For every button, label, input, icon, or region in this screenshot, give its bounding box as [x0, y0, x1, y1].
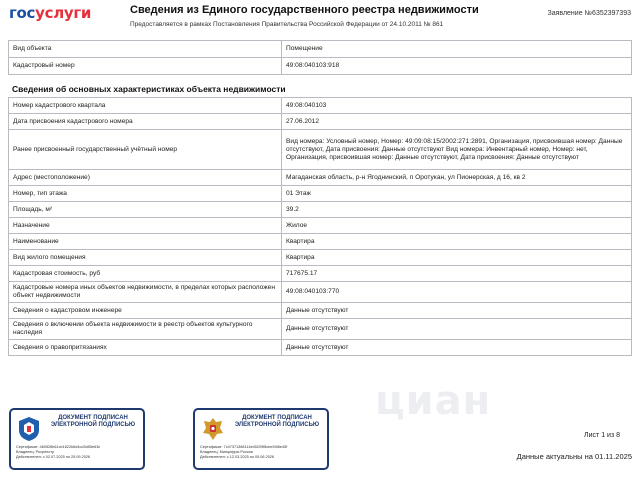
field-value: 39.2: [282, 202, 632, 218]
field-label: Номер, тип этажа: [9, 186, 282, 202]
table-row: [9, 218, 632, 234]
field-value: Данные отсутствуют: [282, 340, 632, 356]
logo-part-gos: гос: [9, 4, 36, 22]
coat-of-arms-icon: [201, 416, 225, 442]
data-actual-date: Данные актуальны на 01.11.2025: [516, 452, 632, 461]
stamp-title: ДОКУМЕНТ ПОДПИСАН ЭЛЕКТРОННОЙ ПОДПИСЬЮ: [234, 415, 320, 428]
field-value: Данные отсутствуют: [282, 303, 632, 319]
field-label: Кадастровая стоимость, руб: [9, 266, 282, 282]
field-label: Вид жилого помещения: [9, 250, 282, 266]
field-value: Данные отсутствуют: [282, 319, 632, 340]
field-label: Ранее присвоенный государственный учётный номер: [9, 130, 282, 170]
field-value: 01 Этаж: [282, 186, 632, 202]
table-row: [9, 130, 632, 170]
stamp-meta: [16, 445, 140, 460]
table-row: [9, 58, 632, 75]
field-label: Адрес (местоположение): [9, 170, 282, 186]
field-value: Жилое: [282, 218, 632, 234]
stamp-validity: Действителен: с 12.03.2025 по 05.06.2026: [200, 455, 275, 459]
watermark: циан: [375, 378, 492, 424]
table-row: [9, 282, 632, 303]
stamp-owner: Владелец: Росреестр: [16, 450, 55, 454]
field-label: Сведения о кадастровом инженере: [9, 303, 282, 319]
stamp-owner: Владелец: Минцифры России: [200, 450, 253, 454]
field-value: 49:08:040103:770: [282, 282, 632, 303]
field-label: Дата присвоения кадастрового номера: [9, 114, 282, 130]
stamp-validity: Действителен: с 02.07.2025 по 25.09.2026: [16, 455, 91, 459]
field-value: 27.06.2012: [282, 114, 632, 130]
table-row: [9, 202, 632, 218]
field-label: Сведения о включении объекта недвижимости в реестр объектов культурного наследия: [9, 319, 282, 340]
rosreestr-emblem-icon: [17, 416, 41, 442]
document-title: Сведения из Единого государственного реестра недвижимости: [130, 4, 479, 16]
stamp-meta: [200, 445, 324, 460]
document-subtitle: Предоставляется в рамках Постановления Правительства Российской Федерации от 24.10.2011 № 861: [130, 21, 444, 28]
characteristics-table: [8, 97, 632, 356]
signature-stamp-rosreestr: [9, 408, 145, 470]
field-label: Назначение: [9, 218, 282, 234]
field-label: Сведения о правопритязаниях: [9, 340, 282, 356]
field-label: Вид объекта: [9, 41, 282, 58]
field-value: Помещение: [282, 41, 632, 58]
field-value: Вид номера: Условный номер, Номер: 49:09:08:15/2002:271:2891, Организация, присвоившая номер: Данные отсутствуют, Дата присвоения: Данные отсутствуют Вид номера: Инвентарный номер, Номер: нет, Организация, присвоившая номер: Данные отсутствуют, Дата присвоения: Данные отсутствуют: [282, 130, 632, 170]
table-row: [9, 98, 632, 114]
stamp-title: ДОКУМЕНТ ПОДПИСАН ЭЛЕКТРОННОЙ ПОДПИСЬЮ: [50, 415, 136, 428]
table-row: [9, 303, 632, 319]
signature-stamp-mintsifry: [193, 408, 329, 470]
field-label: Площадь, м²: [9, 202, 282, 218]
section-title: Сведения об основных характеристиках объекта недвижимости: [12, 84, 286, 94]
field-value: Магаданская область, р-н Ягоднинский, п Оротукан, ул Пионерская, д 16, кв 2: [282, 170, 632, 186]
table-row: [9, 250, 632, 266]
table-row: [9, 340, 632, 356]
object-info-table: [8, 40, 632, 75]
field-label: Наименование: [9, 234, 282, 250]
table-row: [9, 319, 632, 340]
table-row: [9, 186, 632, 202]
application-number: Заявление №6352397393: [547, 10, 631, 17]
logo-part-uslugi: услуги: [35, 4, 92, 22]
document-header: [0, 0, 640, 38]
table-row: [9, 170, 632, 186]
field-label: Номер кадастрового квартала: [9, 98, 282, 114]
field-label: Кадастровый номер: [9, 58, 282, 75]
table-row: [9, 266, 632, 282]
field-value: 49:08:040103: [282, 98, 632, 114]
field-label: Кадастровые номера иных объектов недвижимости, в пределах которых расположен объект недвижимости: [9, 282, 282, 303]
table-row: [9, 41, 632, 58]
table-row: [9, 114, 632, 130]
sheet-number: Лист 1 из 8: [584, 432, 620, 439]
field-value: 717675.17: [282, 266, 632, 282]
table-row: [9, 234, 632, 250]
stamp-certificate: Сертификат: 4b0528b61cb1622b6d4cd3d55e63c: [16, 445, 101, 449]
gosuslugi-logo[interactable]: [9, 4, 91, 22]
field-value: Квартира: [282, 234, 632, 250]
field-value: 49:08:040103:918: [282, 58, 632, 75]
stamp-certificate: Сертификат: 7c47371368114e45209f8cbef406e45f: [200, 445, 288, 449]
field-value: Квартира: [282, 250, 632, 266]
